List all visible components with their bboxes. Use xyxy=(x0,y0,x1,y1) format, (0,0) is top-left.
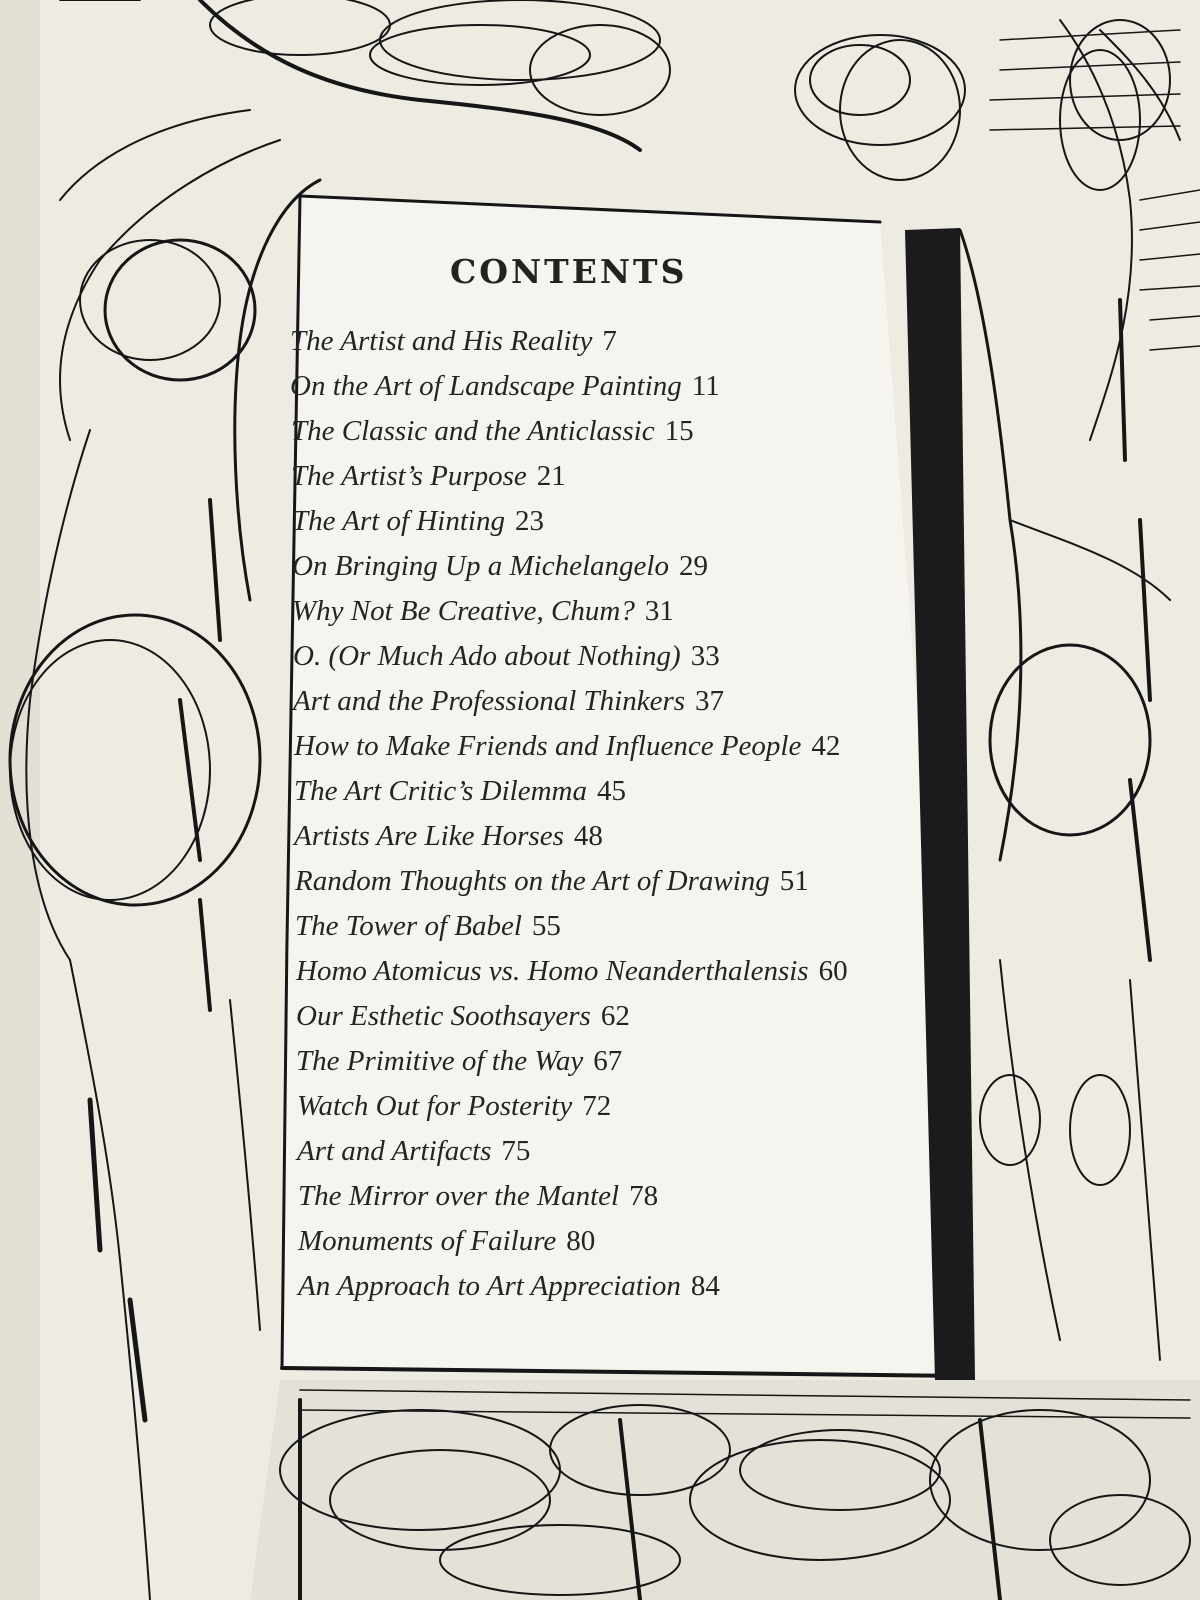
page-gutter xyxy=(0,0,40,1600)
bottom-scribbles xyxy=(250,1380,1200,1600)
toc-entry-page: 62 xyxy=(600,1000,630,1032)
toc-entry xyxy=(290,1129,950,1174)
toc-entry-page: 55 xyxy=(531,910,561,942)
toc-entry-page: 7 xyxy=(602,325,617,357)
toc-entry xyxy=(290,1174,950,1219)
left-figure xyxy=(10,110,320,1600)
toc-entry-page: 33 xyxy=(690,640,720,672)
toc-entry-title: Homo Atomicus vs. Homo Neanderthalensis xyxy=(296,955,809,987)
toc-entry xyxy=(290,679,950,724)
toc-entry-title: Artists Are Like Horses xyxy=(294,820,564,852)
toc-entry-page: 48 xyxy=(573,820,603,852)
upper-right-heads xyxy=(795,20,1170,190)
toc-entry-title: An Approach to Art Appreciation xyxy=(298,1270,681,1302)
toc-entry-title: The Artist and His Reality xyxy=(290,325,593,357)
toc-entry-page: 29 xyxy=(678,550,708,582)
toc-entry-title: The Artist’s Purpose xyxy=(291,460,527,492)
toc-entry xyxy=(290,1264,950,1309)
toc-entry-title: O. (Or Much Ado about Nothing) xyxy=(293,640,681,672)
toc-entry-page: 45 xyxy=(596,775,626,807)
top-scribbles xyxy=(60,0,670,150)
toc-entry-page: 23 xyxy=(514,505,544,537)
toc-entry-page: 78 xyxy=(629,1180,659,1212)
toc-entry-page: 51 xyxy=(779,865,809,897)
toc-entry-title: The Primitive of the Way xyxy=(296,1045,584,1077)
toc-entry-page: 60 xyxy=(818,955,848,987)
toc-entry-page: 37 xyxy=(695,685,725,717)
toc-entry-title: Monuments of Failure xyxy=(298,1225,557,1257)
toc-entry xyxy=(290,319,950,364)
toc-entry-page: 11 xyxy=(691,370,720,402)
toc-entry-page: 80 xyxy=(566,1225,596,1257)
toc-entry-page: 75 xyxy=(501,1135,531,1167)
toc-entry xyxy=(290,589,950,634)
toc-entry xyxy=(290,1039,950,1084)
toc-entry-title: The Tower of Babel xyxy=(295,910,522,942)
toc-entry xyxy=(290,1084,950,1129)
table-of-contents xyxy=(290,252,950,1309)
contents-heading: CONTENTS xyxy=(450,252,688,291)
toc-entry xyxy=(290,859,950,904)
toc-entry-page: 72 xyxy=(582,1090,612,1122)
toc-entry-title: Art and the Professional Thinkers xyxy=(293,685,686,717)
toc-entry-page: 31 xyxy=(644,595,674,627)
toc-entry-page: 67 xyxy=(593,1045,623,1077)
toc-entry xyxy=(290,499,950,544)
toc-entry xyxy=(290,994,950,1039)
toc-entry-title: Watch Out for Posterity xyxy=(297,1090,573,1122)
toc-entry-page: 21 xyxy=(536,460,566,492)
toc-entry-page: 84 xyxy=(690,1270,720,1302)
toc-entry-title: The Art Critic’s Dilemma xyxy=(294,775,587,807)
toc-entry xyxy=(290,409,950,454)
toc-entry xyxy=(290,544,950,589)
toc-entry xyxy=(290,634,950,679)
toc-entry xyxy=(290,454,950,499)
toc-entry-title: The Art of Hinting xyxy=(292,505,505,537)
toc-entry xyxy=(290,724,950,769)
toc-entry xyxy=(290,904,950,949)
toc-entry-title: Why Not Be Creative, Chum? xyxy=(292,595,635,627)
toc-entry-title: On the Art of Landscape Painting xyxy=(290,370,682,402)
toc-entry-page: 15 xyxy=(664,415,694,447)
toc-entry-title: Random Thoughts on the Art of Drawing xyxy=(295,865,770,897)
toc-entry-title: Our Esthetic Soothsayers xyxy=(296,1000,591,1032)
toc-entry-page: 42 xyxy=(811,730,841,762)
toc-entry-title: On Bringing Up a Michelangelo xyxy=(292,550,669,582)
toc-entry-title: The Classic and the Anticlassic xyxy=(291,415,655,447)
toc-entry xyxy=(290,769,950,814)
toc-entry-title: Art and Artifacts xyxy=(297,1135,492,1167)
contents-list xyxy=(290,319,950,1309)
toc-entry-title: The Mirror over the Mantel xyxy=(298,1180,620,1212)
toc-entry xyxy=(290,1219,950,1264)
toc-entry xyxy=(290,364,950,409)
toc-entry xyxy=(290,949,950,994)
toc-entry xyxy=(290,814,950,859)
toc-entry-title: How to Make Friends and Influence People xyxy=(294,730,802,762)
